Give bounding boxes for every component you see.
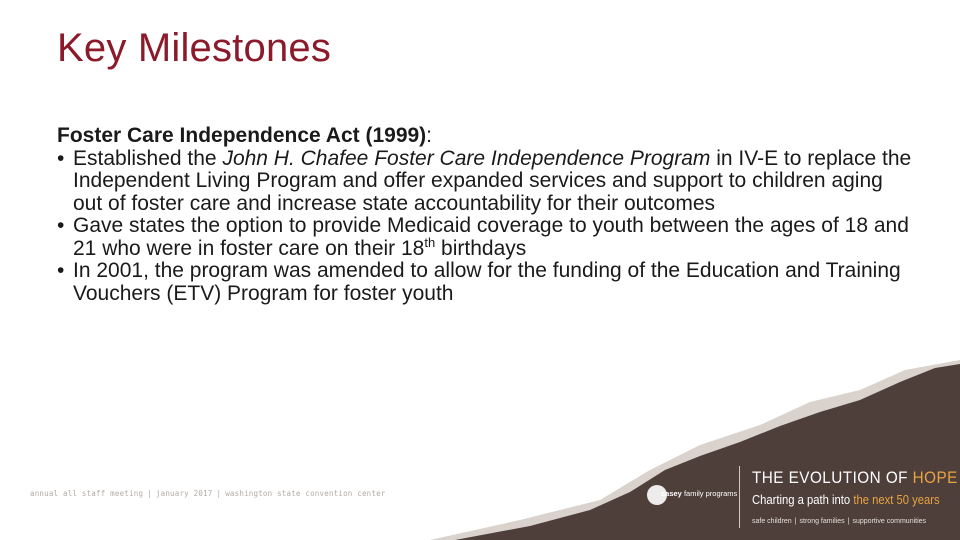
mountain-graphic xyxy=(0,360,960,540)
list-item: • Established the John H. Chafee Foster Care Independence Program in IV-E to replace the Independent Living Program and offer expanded services and support to children aging out of foster care and increase state accountability for their outcomes xyxy=(57,146,912,215)
program-name: John H. Chafee Foster Care Independence Program xyxy=(222,146,711,170)
list-item: • Gave states the option to provide Medicaid coverage to youth between the ages of 18 and 21 who were in foster care on their 18th birthdays xyxy=(57,214,909,260)
bullet-icon: • xyxy=(57,214,65,237)
bullet-icon: • xyxy=(57,259,65,282)
event-footer: annual all staff meeting | january 2017 | washington state convention center xyxy=(30,489,386,498)
evolution-subtitle: Charting a path into the next 50 years xyxy=(752,493,940,507)
bullet-icon: • xyxy=(57,146,65,170)
list-item: • In 2001, the program was amended to allow for the funding of the Education and Training Vouchers (ETV) Program for foster youth xyxy=(57,259,901,305)
footer-divider xyxy=(739,466,740,528)
tagline: safe children | strong families | supportive communities xyxy=(752,518,927,525)
section-heading: Foster Care Independence Act (1999): xyxy=(57,124,433,147)
slide-title: Key Milestones xyxy=(57,26,332,70)
evolution-title: THE EVOLUTION OF HOPE xyxy=(752,468,958,487)
act-name: Foster Care Independence Act (1999) xyxy=(57,124,427,147)
milestone-list xyxy=(57,148,917,306)
slide-body xyxy=(57,125,917,305)
casey-logo: casey family programs xyxy=(647,485,737,507)
